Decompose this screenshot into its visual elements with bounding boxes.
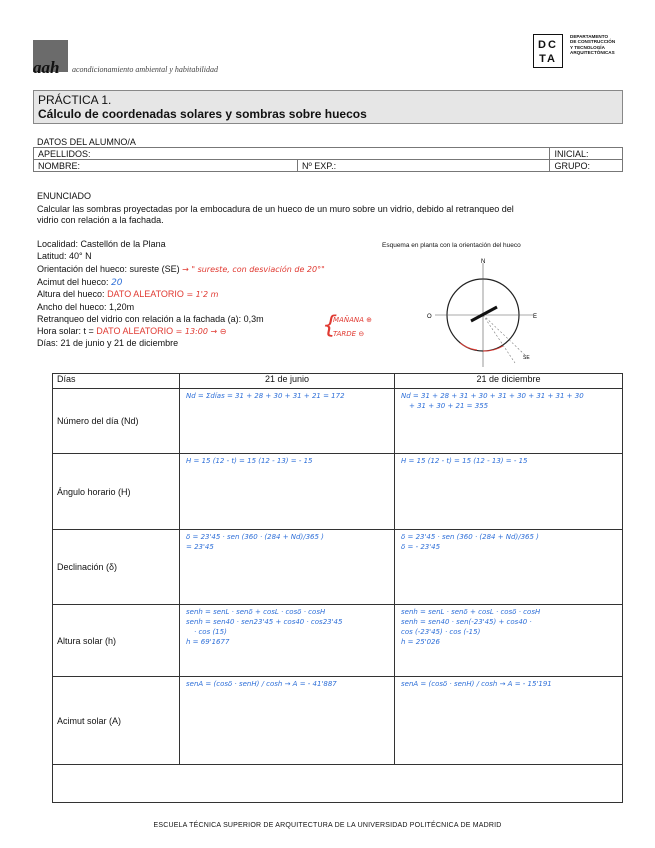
formula-line: senh = sen40 · sen(-23'45) + cos40 · xyxy=(401,618,532,626)
acimut-hueco xyxy=(37,277,123,289)
altura-note: = 1'2 m xyxy=(186,290,219,299)
header-junio: 21 de junio xyxy=(180,374,395,389)
formula-line: senA = (cosδ · senH) / cosh → A = - 41'887 xyxy=(186,680,337,688)
dept-line: DE CONSTRUCCIÓN xyxy=(570,39,616,45)
student-table xyxy=(33,147,623,172)
manana-note: MAÑANA ⊕ xyxy=(333,316,372,324)
hora-solar xyxy=(37,326,226,338)
cell-diciembre[interactable] xyxy=(395,677,623,765)
localidad: Localidad: Castellón de la Plana xyxy=(37,239,166,249)
empty-cell[interactable] xyxy=(53,765,623,803)
enunciado-text xyxy=(37,204,627,226)
apellidos-field[interactable]: APELLIDOS: xyxy=(34,148,550,160)
cell-diciembre[interactable] xyxy=(395,389,623,454)
nombre-field[interactable]: NOMBRE: xyxy=(34,160,298,172)
altura-label: Altura del hueco: xyxy=(37,289,105,299)
retranqueo: Retranqueo del vidrio con relación a la fachada (a): 0,3m xyxy=(37,314,264,324)
table-row xyxy=(53,605,623,677)
aah-logo-subtitle: acondicionamiento ambiental y habitabilidad xyxy=(72,65,218,74)
acimut-label: Acimut del hueco: xyxy=(37,277,109,287)
page-title: Cálculo de coordenadas solares y sombras sobre huecos xyxy=(38,107,367,121)
dept-name xyxy=(570,34,640,56)
enunciado-line: Calcular las sombras proyectadas por la embocadura de un hueco de un muro sobre un vidrio, debido al retranqueo del xyxy=(37,204,514,214)
row-label: Declinación (δ) xyxy=(53,530,180,605)
altura-value: DATO ALEATORIO xyxy=(107,289,184,299)
dcta-logo-text: DC TA xyxy=(538,39,558,65)
table-row xyxy=(53,530,623,605)
cell-junio[interactable] xyxy=(180,454,395,530)
grupo-field[interactable]: GRUPO: xyxy=(550,160,623,172)
cell-junio[interactable] xyxy=(180,530,395,605)
cell-junio[interactable] xyxy=(180,389,395,454)
orientacion-note: → " sureste, con desviación de 20°" xyxy=(182,265,325,274)
footer: ESCUELA TÉCNICA SUPERIOR DE ARQUITECTURA DE LA UNIVERSIDAD POLITÉCNICA DE MADRID xyxy=(153,822,502,829)
table-row xyxy=(53,677,623,765)
east-label: E xyxy=(533,314,538,320)
orientation-diagram xyxy=(425,255,545,370)
inicial-field[interactable]: INICIAL: xyxy=(550,148,623,160)
dcta-logo xyxy=(533,34,563,68)
formula-line: H = 15 (12 - t) = 15 (12 - 13) = - 15 xyxy=(401,457,528,465)
formula-line: + 31 + 30 + 21 = 355 xyxy=(409,402,489,410)
empty-row xyxy=(53,765,623,803)
formula-line: δ = 23'45 · sen (360 · (284 + Nd)/365 ) xyxy=(401,533,539,541)
formula-line: senh = sen40 · sen23'45 + cos40 · cos23'45 xyxy=(186,618,343,626)
nexp-field[interactable]: Nº EXP.: xyxy=(298,160,550,172)
table-row xyxy=(53,454,623,530)
acimut-value: 20 xyxy=(111,278,123,288)
calculation-table xyxy=(52,373,623,803)
formula-line: · cos (15) xyxy=(194,628,227,636)
header-dias: Días xyxy=(53,374,180,389)
formula-line: senh = senL · senδ + cosL · cosδ · cosH xyxy=(186,608,326,616)
formula-line: H = 15 (12 - t) = 15 (12 - 13) = - 15 xyxy=(186,457,313,465)
formula-line: Nd = Σdías = 31 + 28 + 30 + 31 + 21 = 172 xyxy=(186,392,345,400)
hora-value: DATO ALEATORIO xyxy=(96,326,174,336)
formula-line: δ = 23'45 · sen (360 · (284 + Nd)/365 ) xyxy=(186,533,324,541)
row-label: Número del día (Nd) xyxy=(53,389,180,454)
formula-line: h = 69'1677 xyxy=(186,638,230,646)
aah-logo-text: aah xyxy=(33,58,60,77)
practice-number: PRÁCTICA 1. xyxy=(38,93,112,107)
altura-hueco xyxy=(37,289,218,301)
orientacion-label: Orientación del hueco: sureste (SE) xyxy=(37,264,180,274)
enunciado-line: vidrio con relación a la fachada. xyxy=(37,215,164,225)
brace-icon: { xyxy=(322,311,338,339)
row-label: Altura solar (h) xyxy=(53,605,180,677)
hora-label: Hora solar: t = xyxy=(37,326,94,336)
row-label: Acimut solar (A) xyxy=(53,677,180,765)
formula-line: senA = (cosδ · senH) / cosh → A = - 15'191 xyxy=(401,680,552,688)
diagram-caption: Esquema en planta con la orientación del hueco xyxy=(382,242,521,249)
dept-line: Y TECNOLOGÍA xyxy=(570,44,605,50)
orientacion xyxy=(37,264,325,276)
tarde-note: TARDE ⊖ xyxy=(333,330,365,338)
dias: Días: 21 de junio y 21 de diciembre xyxy=(37,338,179,348)
formula-line: senh = senL · senδ + cosL · cosδ · cosH xyxy=(401,608,541,616)
formula-line: δ = - 23'45 xyxy=(401,543,441,551)
formula-line: = 23'45 xyxy=(186,543,214,551)
cell-junio[interactable] xyxy=(180,677,395,765)
title-box xyxy=(33,90,623,124)
cell-junio[interactable] xyxy=(180,605,395,677)
header-diciembre: 21 de diciembre xyxy=(395,374,623,389)
cell-diciembre[interactable] xyxy=(395,530,623,605)
cell-diciembre[interactable] xyxy=(395,454,623,530)
formula-line: Nd = 31 + 28 + 31 + 30 + 31 + 30 + 31 + 31 + 30 xyxy=(401,392,584,400)
row-label: Ángulo horario (H) xyxy=(53,454,180,530)
latitud: Latitud: 40° N xyxy=(37,251,92,261)
southeast-label: SE xyxy=(523,355,530,361)
dept-line: ARQUITECTÓNICAS xyxy=(570,50,615,56)
formula-line: h = 25'026 xyxy=(401,638,440,646)
formula-line: cos (-23'45) · cos (-15) xyxy=(401,628,481,636)
dept-line: DEPARTAMENTO xyxy=(570,34,609,39)
table-row xyxy=(53,389,623,454)
enunciado-heading: ENUNCIADO xyxy=(37,191,92,201)
student-section-label: DATOS DEL ALUMNO/A xyxy=(37,137,136,147)
hora-note: = 13:00 → ⊖ xyxy=(175,327,227,336)
north-label: N xyxy=(481,259,486,265)
west-label: O xyxy=(427,314,432,320)
window-wall xyxy=(471,307,497,321)
cell-diciembre[interactable] xyxy=(395,605,623,677)
ancho-hueco: Ancho del hueco: 1,20m xyxy=(37,302,135,312)
